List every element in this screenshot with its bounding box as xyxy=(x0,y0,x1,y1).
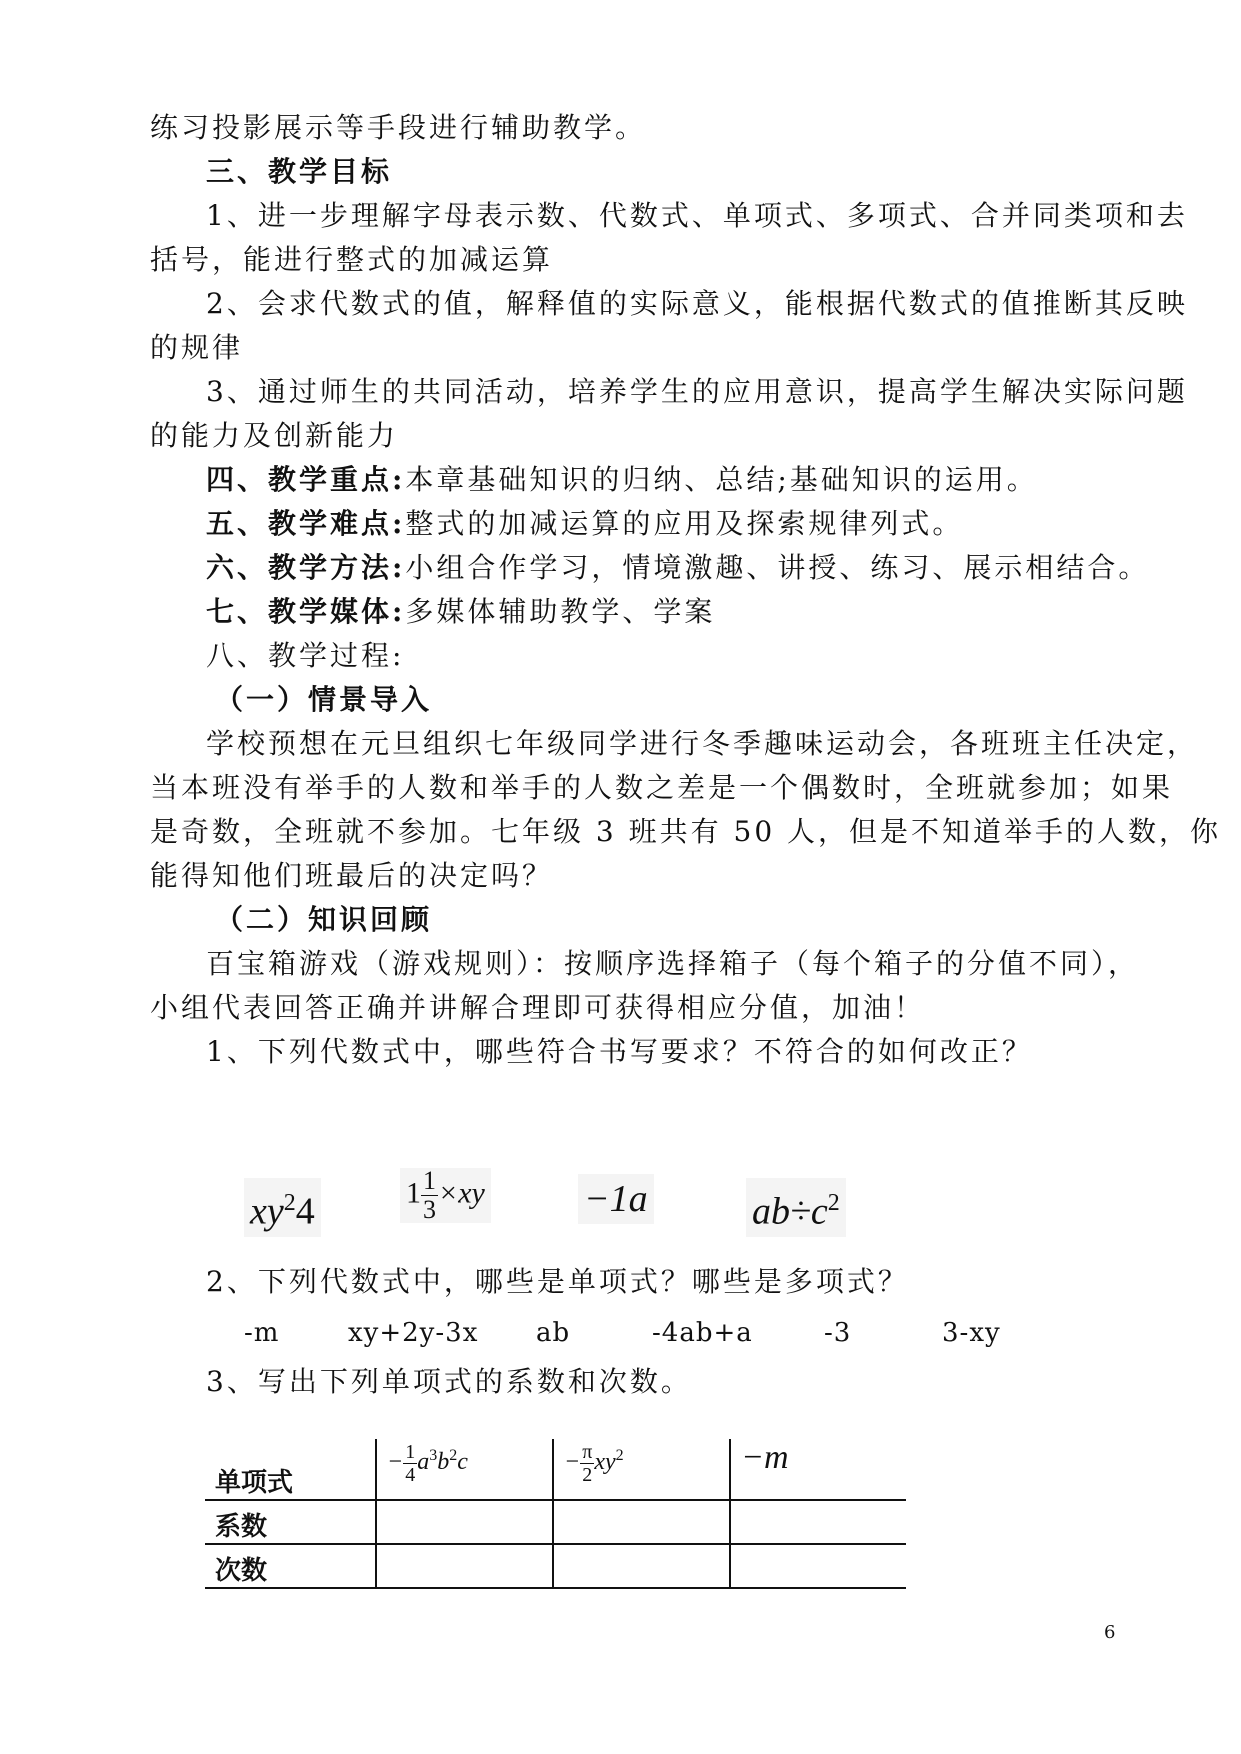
table-cell[interactable] xyxy=(553,1544,730,1588)
table-cell xyxy=(553,1439,730,1500)
media xyxy=(206,592,1166,632)
monomial-table xyxy=(205,1439,906,1589)
table-row xyxy=(205,1544,906,1588)
section-label: 七、教学媒体: xyxy=(206,595,406,628)
section-text: 整式的加减运算的应用及探索规律列式。 xyxy=(405,507,964,540)
table-cell xyxy=(730,1439,906,1500)
math-expression: $ab\div c^2$ xyxy=(746,1178,846,1237)
paragraph: 是奇数，全班就不参加。七年级 3 班共有 50 人，但是不知道举手的人数，你 xyxy=(150,815,1222,848)
paragraph: 的规律 xyxy=(150,331,244,364)
math-expression: − $\frac{1}{4}$ $a^3b^2c$ xyxy=(387,1441,468,1486)
section-label: 五、教学难点: xyxy=(206,507,406,540)
math-expression: 1 $\frac{1}{3}$ ×xy xyxy=(400,1168,491,1223)
methods xyxy=(206,548,1166,588)
table-row xyxy=(205,1500,906,1544)
section-heading: 三、教学目标 xyxy=(206,155,393,188)
table-cell xyxy=(376,1439,553,1500)
q2-expression: xy+2y-3x xyxy=(348,1318,479,1348)
row-label: 次数 xyxy=(205,1544,376,1588)
math-expression: − $\frac{\pi}{2}$ $xy^2$ xyxy=(564,1441,624,1486)
difficulties xyxy=(206,504,1166,544)
math-expression: $xy^24$ xyxy=(244,1178,321,1237)
row-label: 单项式 xyxy=(205,1439,376,1500)
key-points xyxy=(206,460,1166,500)
section-label: 四、教学重点: xyxy=(206,463,406,496)
paragraph: 括号，能进行整式的加减运算 xyxy=(150,243,554,276)
table-cell[interactable] xyxy=(730,1500,906,1544)
paragraph: 的能力及创新能力 xyxy=(150,419,399,452)
paragraph: 小组代表回答正确并讲解合理即可获得相应分值，加油！ xyxy=(150,991,926,1024)
table-cell[interactable] xyxy=(553,1500,730,1544)
page-number: 6 xyxy=(1104,1622,1116,1643)
q2-expression: -m xyxy=(244,1318,280,1348)
table-row xyxy=(205,1439,906,1500)
paragraph: 练习投影展示等手段进行辅助教学。 xyxy=(150,111,647,144)
question: 3、写出下列单项式的系数和次数。 xyxy=(206,1365,692,1398)
paragraph: 当本班没有举手的人数和举手的人数之差是一个偶数时，全班就参加；如果 xyxy=(150,771,1174,804)
q2-expression: 3-xy xyxy=(942,1318,1001,1348)
math-expression: −m xyxy=(741,1439,789,1476)
math-expression: −1a xyxy=(578,1174,654,1224)
section-text: 多媒体辅助教学、学案 xyxy=(405,595,716,628)
q2-expression: -3 xyxy=(824,1318,852,1348)
subsection-heading: （一）情景导入 xyxy=(215,683,433,716)
table-cell[interactable] xyxy=(730,1544,906,1588)
question: 2、下列代数式中，哪些是单项式？哪些是多项式？ xyxy=(206,1265,909,1298)
table-cell[interactable] xyxy=(376,1500,553,1544)
question: 1、下列代数式中，哪些符合书写要求？不符合的如何改正？ xyxy=(206,1035,1033,1068)
paragraph: 2、会求代数式的值，解释值的实际意义，能根据代数式的值推断其反映 xyxy=(206,287,1188,320)
paragraph: 能得知他们班最后的决定吗？ xyxy=(150,859,554,892)
row-label: 系数 xyxy=(205,1500,376,1544)
section-heading: 八、教学过程: xyxy=(206,639,405,672)
section-text: 小组合作学习，情境激趣、讲授、练习、展示相结合。 xyxy=(405,551,1150,584)
section-text: 本章基础知识的归纳、总结;基础知识的运用。 xyxy=(405,463,1038,496)
paragraph: 1、进一步理解字母表示数、代数式、单项式、多项式、合并同类项和去 xyxy=(206,199,1188,232)
paragraph: 百宝箱游戏（游戏规则）：按顺序选择箱子（每个箱子的分值不同）， xyxy=(206,947,1140,980)
subsection-heading: （二）知识回顾 xyxy=(215,903,433,936)
paragraph: 学校预想在元旦组织七年级同学进行冬季趣味运动会，各班班主任决定， xyxy=(206,727,1199,760)
section-label: 六、教学方法: xyxy=(206,551,406,584)
table-cell[interactable] xyxy=(376,1544,553,1588)
paragraph: 3、通过师生的共同活动，培养学生的应用意识，提高学生解决实际问题 xyxy=(206,375,1188,408)
q2-expression: -4ab+a xyxy=(652,1318,753,1348)
q2-expression: ab xyxy=(536,1318,571,1348)
